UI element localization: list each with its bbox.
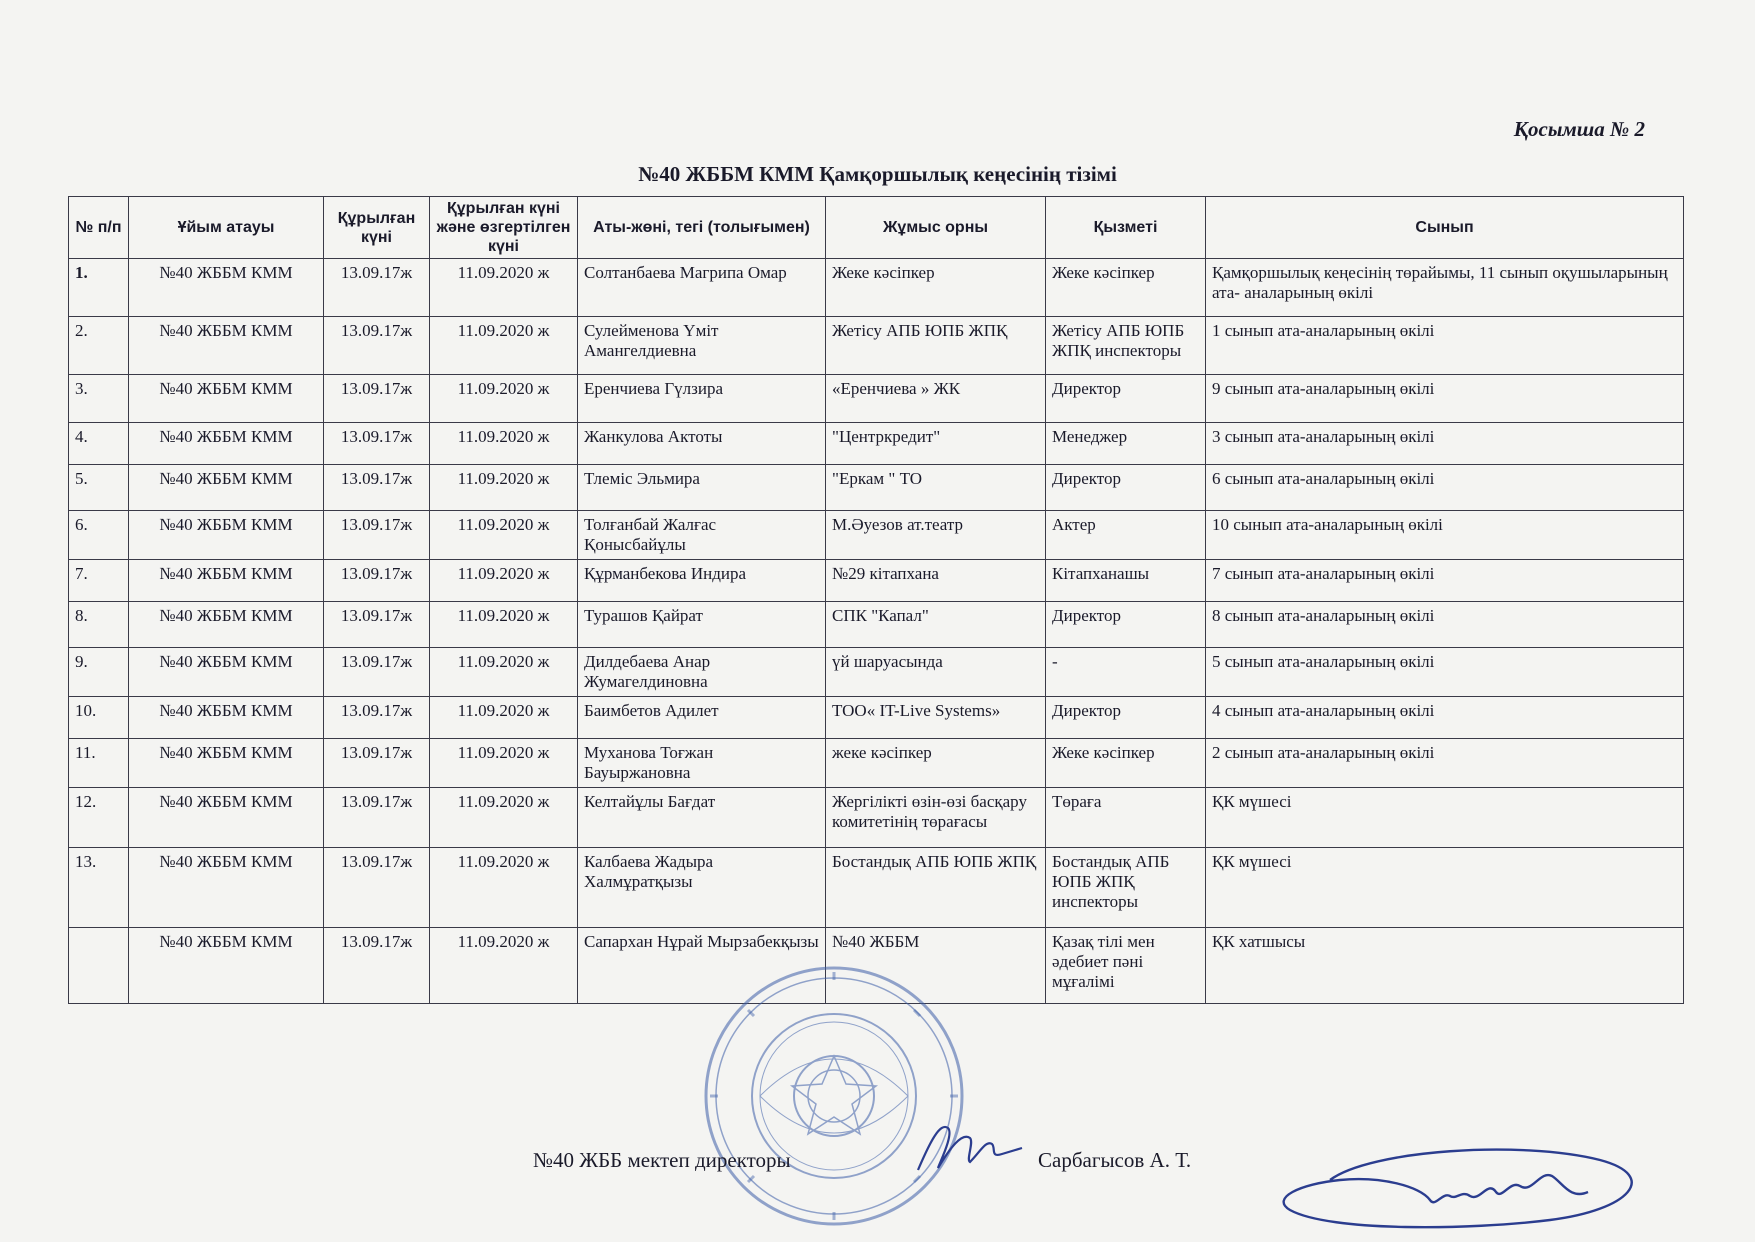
cell-changed-date: 11.09.2020 ж [430, 317, 578, 375]
cell-organization: №40 ЖББМ КММ [129, 848, 324, 928]
table-row [69, 259, 1684, 317]
cell-organization: №40 ЖББМ КММ [129, 465, 324, 511]
cell-number: 3. [69, 375, 129, 423]
cell-full-name: Еренчиева Гүлзира [578, 375, 826, 423]
cell-position: Директор [1046, 697, 1206, 739]
cell-class: 7 сынып ата-аналарының өкілі [1206, 560, 1684, 602]
cell-class: 5 сынып ата-аналарының өкілі [1206, 648, 1684, 697]
cell-created-date: 13.09.17ж [324, 848, 430, 928]
cell-changed-date: 11.09.2020 ж [430, 739, 578, 788]
table-row [69, 648, 1684, 697]
cell-organization: №40 ЖББМ КММ [129, 788, 324, 848]
cell-workplace: жеке кәсіпкер [826, 739, 1046, 788]
table-row [69, 788, 1684, 848]
cell-changed-date: 11.09.2020 ж [430, 788, 578, 848]
cell-position: Қазақ тілі мен әдебиет пәні мұғалімі [1046, 928, 1206, 1004]
cell-workplace: Бостандық АПБ ЮПБ ЖПҚ [826, 848, 1046, 928]
cell-number: 9. [69, 648, 129, 697]
cell-created-date: 13.09.17ж [324, 928, 430, 1004]
official-seal [700, 962, 968, 1230]
header-created-date: Құрылған күні [324, 197, 430, 259]
header-full-name: Аты-жөні, тегі (толығымен) [578, 197, 826, 259]
director-signature-flourish [1270, 1140, 1670, 1235]
table-row [69, 848, 1684, 928]
cell-class: 1 сынып ата-аналарының өкілі [1206, 317, 1684, 375]
cell-position: Бостандық АПБ ЮПБ ЖПҚ инспекторы [1046, 848, 1206, 928]
cell-number: 7. [69, 560, 129, 602]
cell-full-name: Турашов Қайрат [578, 602, 826, 648]
cell-full-name: Солтанбаева Магрипа Омар [578, 259, 826, 317]
director-name: Сарбагысов А. Т. [1038, 1148, 1192, 1172]
director-label: №40 ЖББ мектеп директоры [533, 1148, 791, 1172]
cell-workplace: М.Әуезов ат.театр [826, 511, 1046, 560]
document-title: №40 ЖББМ КММ Қамқоршылық кеңесінің тізімі [638, 162, 1117, 186]
director-signature [910, 1112, 1030, 1182]
cell-number: 10. [69, 697, 129, 739]
cell-full-name: Баимбетов Адилет [578, 697, 826, 739]
cell-position: Жеке кәсіпкер [1046, 739, 1206, 788]
cell-created-date: 13.09.17ж [324, 648, 430, 697]
cell-position: Жетісу АПБ ЮПБ ЖПҚ инспекторы [1046, 317, 1206, 375]
cell-full-name: Сулейменова Үміт Амангелдиевна [578, 317, 826, 375]
table-row [69, 423, 1684, 465]
cell-workplace: Жеке кәсіпкер [826, 259, 1046, 317]
cell-class: 2 сынып ата-аналарының өкілі [1206, 739, 1684, 788]
cell-created-date: 13.09.17ж [324, 697, 430, 739]
table-header-row [69, 197, 1684, 259]
cell-created-date: 13.09.17ж [324, 602, 430, 648]
cell-created-date: 13.09.17ж [324, 511, 430, 560]
cell-workplace: №40 ЖББМ [826, 928, 1046, 1004]
cell-organization: №40 ЖББМ КММ [129, 602, 324, 648]
cell-position: Төраға [1046, 788, 1206, 848]
cell-changed-date: 11.09.2020 ж [430, 560, 578, 602]
table-row [69, 375, 1684, 423]
cell-full-name: Калбаева Жадыра Халмұратқызы [578, 848, 826, 928]
cell-organization: №40 ЖББМ КММ [129, 648, 324, 697]
header-position: Қызметі [1046, 197, 1206, 259]
cell-workplace: Жергілікті өзін-өзі басқару комитетінің төрағасы [826, 788, 1046, 848]
cell-class: ҚК мүшесі [1206, 788, 1684, 848]
cell-position: Жеке кәсіпкер [1046, 259, 1206, 317]
cell-position: Директор [1046, 465, 1206, 511]
cell-number: 5. [69, 465, 129, 511]
cell-number: 2. [69, 317, 129, 375]
cell-organization: №40 ЖББМ КММ [129, 511, 324, 560]
cell-organization: №40 ЖББМ КММ [129, 423, 324, 465]
cell-position: Актер [1046, 511, 1206, 560]
cell-workplace: ТОО« IT-Live Systems» [826, 697, 1046, 739]
cell-changed-date: 11.09.2020 ж [430, 423, 578, 465]
cell-workplace: Жетісу АПБ ЮПБ ЖПҚ [826, 317, 1046, 375]
cell-full-name: Сапархан Нұрай Мырзабекқызы [578, 928, 826, 1004]
cell-full-name: Келтайұлы Бағдат [578, 788, 826, 848]
cell-full-name: Дилдебаева Анар Жумагелдиновна [578, 648, 826, 697]
cell-class: 3 сынып ата-аналарының өкілі [1206, 423, 1684, 465]
council-members-table [68, 196, 1684, 1004]
table-row [69, 739, 1684, 788]
cell-class: 10 сынып ата-аналарының өкілі [1206, 511, 1684, 560]
header-workplace: Жұмыс орны [826, 197, 1046, 259]
cell-class: ҚК хатшысы [1206, 928, 1684, 1004]
cell-changed-date: 11.09.2020 ж [430, 697, 578, 739]
cell-position: Кітапханашы [1046, 560, 1206, 602]
cell-position: Директор [1046, 602, 1206, 648]
cell-full-name: Тлеміс Эльмира [578, 465, 826, 511]
cell-workplace: №29 кітапхана [826, 560, 1046, 602]
cell-number: 8. [69, 602, 129, 648]
cell-number: 4. [69, 423, 129, 465]
cell-position: Директор [1046, 375, 1206, 423]
cell-class: Қамқоршылық кеңесінің төрайымы, 11 сынып оқушыларының ата- аналарының өкілі [1206, 259, 1684, 317]
header-class: Сынып [1206, 197, 1684, 259]
cell-number: 1. [69, 259, 129, 317]
cell-position: - [1046, 648, 1206, 697]
appendix-label: Қосымша № 2 [1513, 117, 1645, 141]
cell-created-date: 13.09.17ж [324, 259, 430, 317]
cell-number [69, 928, 129, 1004]
cell-changed-date: 11.09.2020 ж [430, 465, 578, 511]
table-row [69, 697, 1684, 739]
cell-full-name: Құрманбекова Индира [578, 560, 826, 602]
cell-workplace: "Еркам " ТО [826, 465, 1046, 511]
cell-class: 4 сынып ата-аналарының өкілі [1206, 697, 1684, 739]
table-row [69, 511, 1684, 560]
cell-created-date: 13.09.17ж [324, 375, 430, 423]
table-row [69, 560, 1684, 602]
cell-workplace: үй шаруасында [826, 648, 1046, 697]
cell-class: 8 сынып ата-аналарының өкілі [1206, 602, 1684, 648]
cell-organization: №40 ЖББМ КММ [129, 928, 324, 1004]
header-organization: Ұйым атауы [129, 197, 324, 259]
table-row [69, 317, 1684, 375]
cell-number: 12. [69, 788, 129, 848]
cell-position: Менеджер [1046, 423, 1206, 465]
cell-organization: №40 ЖББМ КММ [129, 375, 324, 423]
cell-full-name: Муханова Тоғжан Бауыржановна [578, 739, 826, 788]
cell-changed-date: 11.09.2020 ж [430, 928, 578, 1004]
cell-created-date: 13.09.17ж [324, 560, 430, 602]
cell-full-name: Жанкулова Актоты [578, 423, 826, 465]
cell-organization: №40 ЖББМ КММ [129, 739, 324, 788]
cell-class: 9 сынып ата-аналарының өкілі [1206, 375, 1684, 423]
cell-full-name: Толғанбай Жалғас Қонысбайұлы [578, 511, 826, 560]
table-row [69, 465, 1684, 511]
cell-changed-date: 11.09.2020 ж [430, 259, 578, 317]
cell-changed-date: 11.09.2020 ж [430, 511, 578, 560]
cell-created-date: 13.09.17ж [324, 465, 430, 511]
cell-workplace: СПК "Капал" [826, 602, 1046, 648]
cell-changed-date: 11.09.2020 ж [430, 602, 578, 648]
cell-created-date: 13.09.17ж [324, 739, 430, 788]
table-row [69, 602, 1684, 648]
header-changed-date: Құрылған күні және өзгертілген күні [430, 197, 578, 259]
cell-workplace: «Еренчиева » ЖК [826, 375, 1046, 423]
cell-class: 6 сынып ата-аналарының өкілі [1206, 465, 1684, 511]
cell-organization: №40 ЖББМ КММ [129, 259, 324, 317]
cell-workplace: "Центркредит" [826, 423, 1046, 465]
cell-organization: №40 ЖББМ КММ [129, 560, 324, 602]
cell-number: 11. [69, 739, 129, 788]
cell-number: 13. [69, 848, 129, 928]
header-number: № п/п [69, 197, 129, 259]
cell-changed-date: 11.09.2020 ж [430, 648, 578, 697]
cell-number: 6. [69, 511, 129, 560]
cell-organization: №40 ЖББМ КММ [129, 317, 324, 375]
cell-created-date: 13.09.17ж [324, 423, 430, 465]
cell-changed-date: 11.09.2020 ж [430, 375, 578, 423]
cell-created-date: 13.09.17ж [324, 317, 430, 375]
cell-changed-date: 11.09.2020 ж [430, 848, 578, 928]
cell-organization: №40 ЖББМ КММ [129, 697, 324, 739]
cell-class: ҚК мүшесі [1206, 848, 1684, 928]
cell-created-date: 13.09.17ж [324, 788, 430, 848]
